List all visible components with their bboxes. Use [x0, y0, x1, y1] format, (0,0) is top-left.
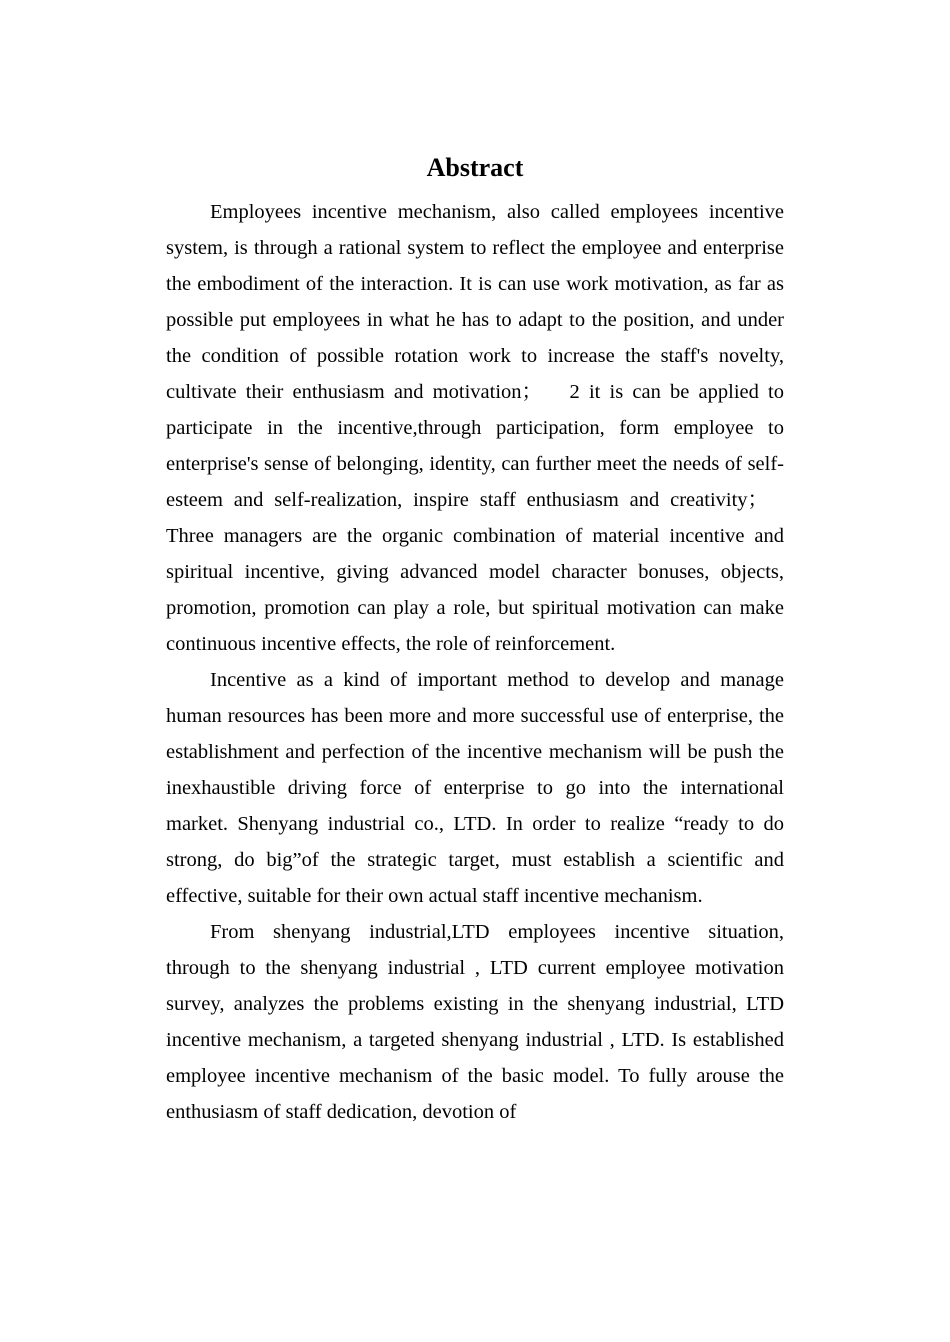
paragraph-1: Employees incentive mechanism, also called employees incentive system, is through a rational system to reflect the employee and enterprise the embodiment of the interaction. It is can use work motivation, as far as possible put employees in what he has to adapt to the position, and under the condition of possible rotation work to increase the staff's novelty, cultivate their enthusiasm and motivation； 2 it is can be applied to participate in the incentive,through participation, form employee to enterprise's sense of belonging, identity, can further meet the needs of self-esteem and self-realization, inspire staff enthusiasm and creativity； Three managers are the organic combination of material incentive and spiritual incentive, giving advanced model character bonuses, objects, promotion, promotion can play a role, but spiritual motivation can make continuous incentive effects, the role of reinforcement.	[166, 201, 784, 655]
paragraph-2: Incentive as a kind of important method to develop and manage human resources has been more and more successful use of enterprise, the establishment and perfection of the incentive mechanism will be push the inexhaustible driving force of enterprise to go into the international market. Shenyang industrial co., LTD. In order to realize “ready to do strong, do big”of the strategic target, must establish a scientific and effective, suitable for their own actual staff incentive mechanism.	[166, 669, 784, 907]
page-title: Abstract	[426, 153, 524, 182]
paragraph-3: From shenyang industrial,LTD employees incentive situation, through to the shenyang industrial , LTD current employee motivation survey, analyzes the problems existing in the shenyang industrial, LTD incentive mechanism, a targeted shenyang industrial , LTD. Is established employee incentive mechanism of the basic model. To fully arouse the enthusiasm of staff dedication, devotion of	[166, 921, 784, 1123]
abstract-section	[166, 148, 784, 1130]
